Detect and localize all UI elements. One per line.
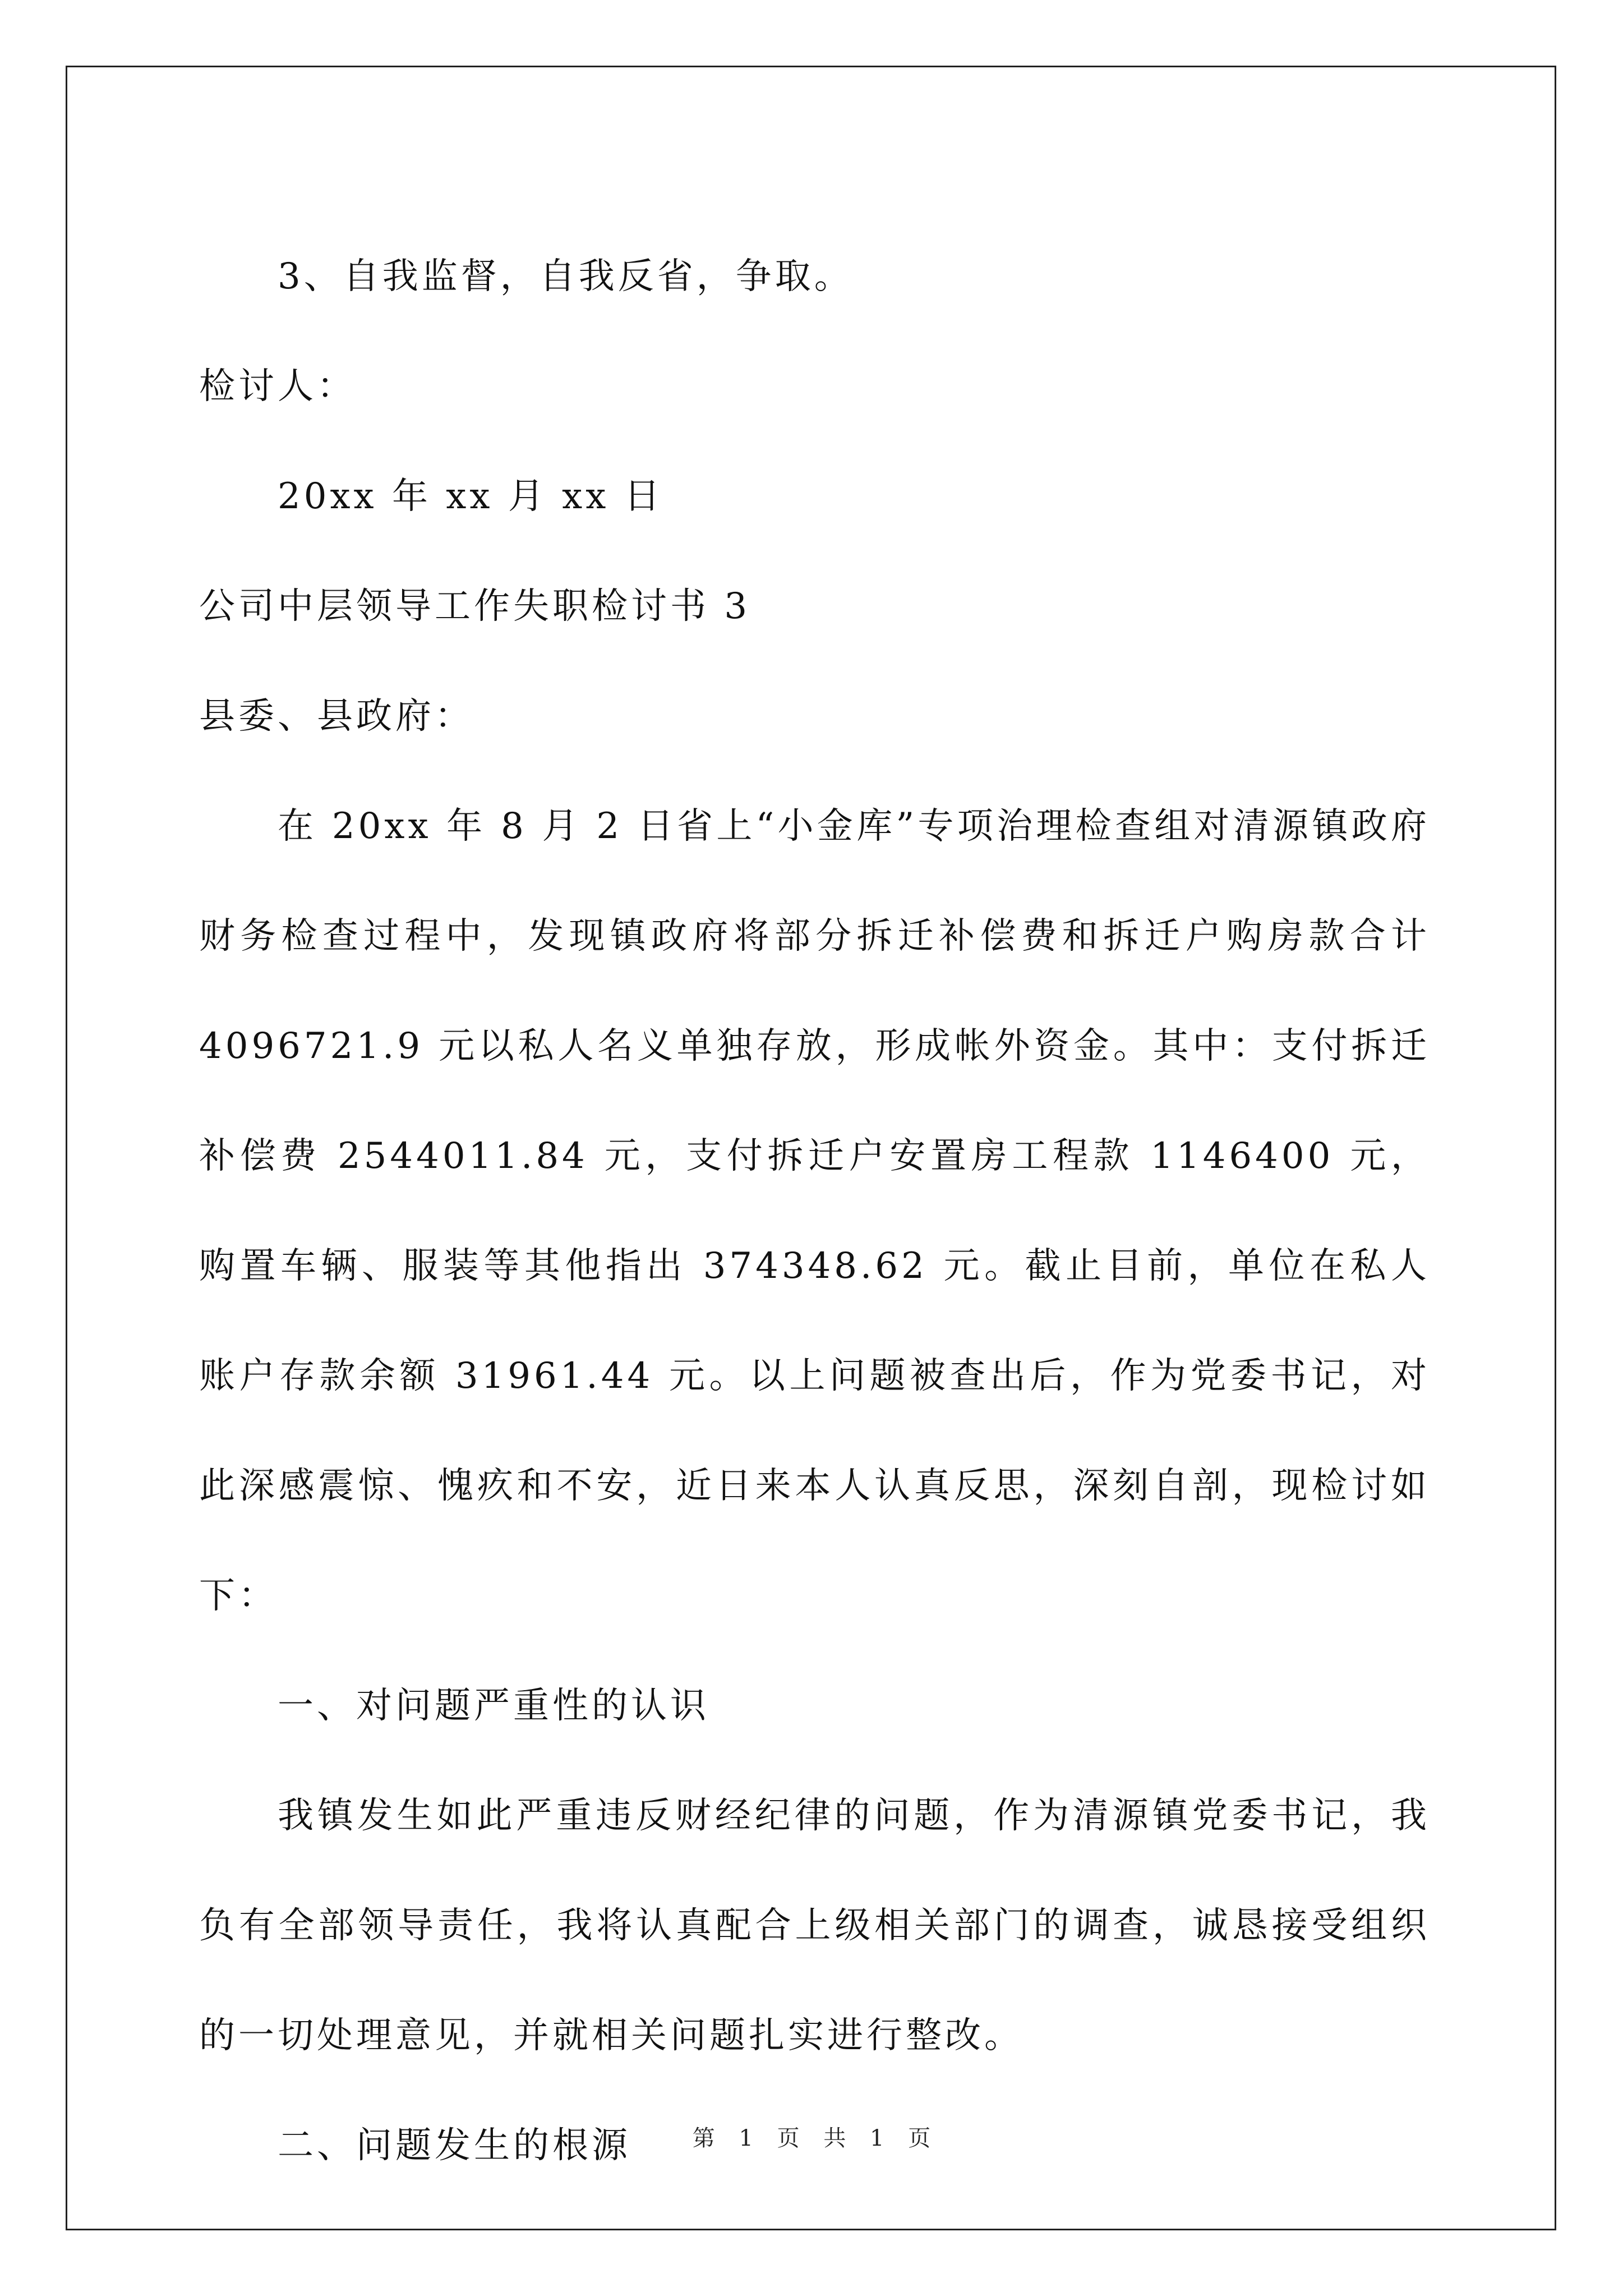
- section-heading-1: 一、对问题严重性的认识: [278, 1685, 709, 1727]
- section-heading-2: 二、问题发生的根源: [278, 2125, 631, 2166]
- signature-label: 检讨人：: [199, 366, 356, 407]
- paragraph-intro: 在 20xx 年 8 月 2 日省上“小金库”专项治理检查组对清源镇政府财务检查过程中，发现镇政府将部分拆迁补偿费和拆迁户购房款合计 4096721.9 元以私人名义单独存放，形成帐外资金。其中：支付拆迁补偿费 2544011.84 元，支付拆迁户安置房工程款 1146400 元，购置车辆、服装等其他指出 374348.62 元。截止目前，单位在私人账户存款余额 31961.44 元。以上问题被查出后，作为党委书记，对此深感震惊、愧疚和不安，近日来本人认真反思，深刻自剖，现检讨如下：: [199, 806, 1430, 1617]
- date-line: 20xx 年 xx 月 xx 日: [278, 476, 663, 517]
- paragraph-section-1: 我镇发生如此严重违反财经纪律的问题，作为清源镇党委书记，我负有全部领导责任，我将认真配合上级相关部门的调查，诚恳接受组织的一切处理意见，并就相关问题扎实进行整改。: [199, 1795, 1430, 2056]
- list-item-3: 3、自我监督，自我反省，争取。: [278, 256, 854, 297]
- page-footer: 第 1 页 共 1 页: [692, 2125, 931, 2151]
- document-title: 公司中层领导工作失职检讨书 3: [199, 586, 751, 627]
- addressee: 县委、县政府：: [199, 696, 474, 737]
- document-body: [199, 222, 1430, 2201]
